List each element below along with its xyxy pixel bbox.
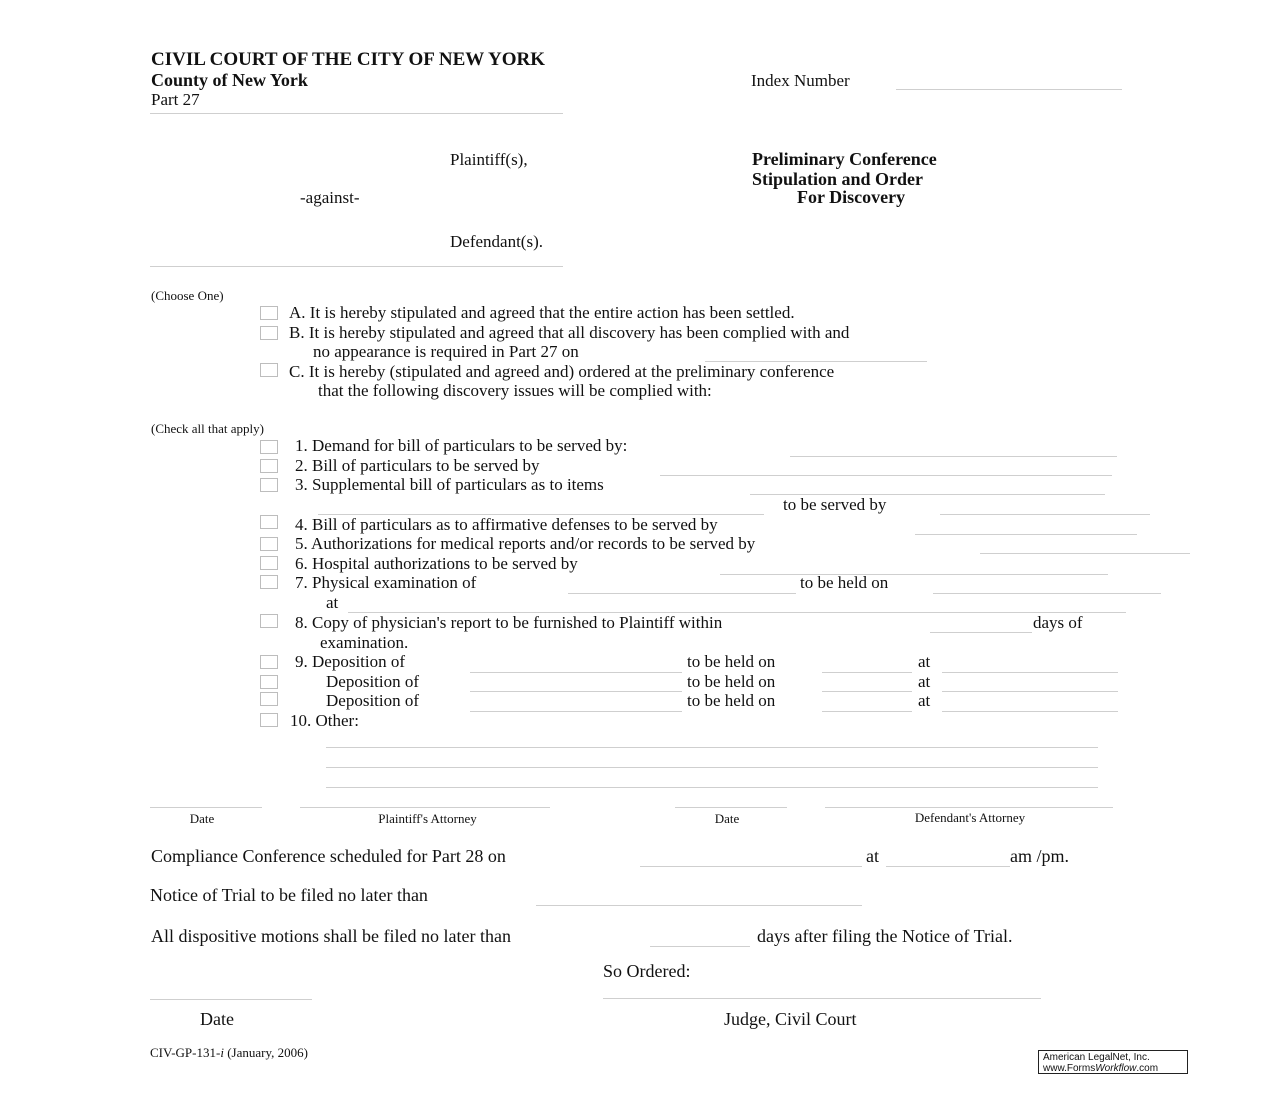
other-field-line-1[interactable] xyxy=(326,747,1098,748)
compliance-text: Compliance Conference scheduled for Part 28 on xyxy=(151,846,506,866)
item-7-at-label: at xyxy=(326,593,339,612)
item-4-text: 4. Bill of particulars as to affirmative defenses to be served by xyxy=(295,515,718,534)
item-3-served-label: to be served by xyxy=(783,495,887,514)
doc-title-line3: For Discovery xyxy=(797,187,906,207)
deposition-1-party-field[interactable] xyxy=(470,672,682,673)
item-8-text: 8. Copy of physician's report to be furnished to Plaintiff within xyxy=(295,613,723,632)
form-id xyxy=(150,1045,308,1061)
item-3-checkbox[interactable] xyxy=(260,478,278,492)
item-7-checkbox[interactable] xyxy=(260,575,278,589)
deposition-2-time-field[interactable] xyxy=(942,691,1118,692)
court-name: CIVIL COURT OF THE CITY OF NEW YORK xyxy=(151,49,545,70)
item-7-held-label: to be held on xyxy=(800,573,889,592)
deposition-3-held-label: to be held on xyxy=(687,691,776,710)
logo-line-2a: www.Forms xyxy=(1043,1063,1096,1074)
deposition-1-time-field[interactable] xyxy=(942,672,1118,673)
logo-line-2b: Workflow xyxy=(1095,1063,1137,1074)
choose-one-label: (Choose One) xyxy=(151,288,224,303)
motions-tail-text: days after filing the Notice of Trial. xyxy=(757,926,1013,946)
order-date-label: Date xyxy=(200,1009,234,1029)
caption-divider xyxy=(150,266,563,267)
item-4-field[interactable] xyxy=(915,534,1137,535)
check-all-label: (Check all that apply) xyxy=(151,421,264,436)
item-1-text: 1. Demand for bill of particulars to be served by: xyxy=(295,436,628,455)
compliance-date-field[interactable] xyxy=(640,866,862,867)
against-label: -against- xyxy=(300,188,360,207)
deposition-1-held-label: to be held on xyxy=(687,652,776,671)
americanlegalnet-logo xyxy=(1038,1050,1188,1074)
deposition-2-held-label: to be held on xyxy=(687,672,776,691)
compliance-time-field[interactable] xyxy=(886,866,1010,867)
deposition-3-at-label: at xyxy=(918,691,931,710)
item-2-field[interactable] xyxy=(660,475,1112,476)
form-id-date: (January, 2006) xyxy=(227,1045,308,1060)
item-8-checkbox[interactable] xyxy=(260,614,278,628)
item-5-field[interactable] xyxy=(980,553,1190,554)
form-id-code: CIV-GP-131- xyxy=(150,1045,221,1060)
part-number: Part 27 xyxy=(151,90,200,109)
item-1-field[interactable] xyxy=(790,456,1117,457)
doc-title-line2: Stipulation and Order xyxy=(752,169,924,189)
deposition-3-time-field[interactable] xyxy=(942,711,1118,712)
item-10-checkbox[interactable] xyxy=(260,713,278,727)
notice-of-trial-field[interactable] xyxy=(536,905,862,906)
item-3-text: 3. Supplemental bill of particulars as to items xyxy=(295,475,604,494)
item-2-text: 2. Bill of particulars to be served by xyxy=(295,456,540,475)
deposition-3-text: Deposition of xyxy=(326,691,420,710)
deposition-3-date-field[interactable] xyxy=(822,711,912,712)
doc-title-line1: Preliminary Conference xyxy=(752,149,937,169)
other-field-line-2[interactable] xyxy=(326,767,1098,768)
notice-of-trial-text: Notice of Trial to be filed no later than xyxy=(150,885,428,905)
deposition-2-checkbox[interactable] xyxy=(260,675,278,689)
item-6-field[interactable] xyxy=(720,574,1108,575)
form-id-suffix: i xyxy=(220,1045,224,1060)
item-6-text: 6. Hospital authorizations to be served by xyxy=(295,554,578,573)
deposition-1-date-field[interactable] xyxy=(822,672,912,673)
judge-label: Judge, Civil Court xyxy=(724,1009,857,1029)
option-c-text-1: C. It is hereby (stipulated and agreed and) ordered at the preliminary conference xyxy=(289,362,835,381)
option-a-text: A. It is hereby stipulated and agreed that the entire action has been settled. xyxy=(289,303,795,322)
plaintiff-attorney-label: Plaintiff's Attorney xyxy=(378,811,477,826)
item-10-text: 10. Other: xyxy=(290,711,359,730)
option-a-checkbox[interactable] xyxy=(260,306,278,320)
item-7-party-field[interactable] xyxy=(568,593,796,594)
option-c-checkbox[interactable] xyxy=(260,363,278,377)
item-2-checkbox[interactable] xyxy=(260,459,278,473)
item-6-checkbox[interactable] xyxy=(260,556,278,570)
item-9-text: 9. Deposition of xyxy=(295,652,406,671)
option-b-text-1: B. It is hereby stipulated and agreed that all discovery has been complied with and xyxy=(289,323,850,342)
deposition-2-at-label: at xyxy=(918,672,931,691)
order-date-field[interactable] xyxy=(150,999,312,1000)
deposition-2-party-field[interactable] xyxy=(470,691,682,692)
defendant-attorney-label: Defendant's Attorney xyxy=(914,810,1026,825)
motions-text: All dispositive motions shall be filed no later than xyxy=(151,926,511,946)
judge-signature-field[interactable] xyxy=(603,998,1041,999)
logo-line-1: American LegalNet, Inc. xyxy=(1043,1052,1150,1063)
item-5-text: 5. Authorizations for medical reports and/or records to be served by xyxy=(295,534,756,553)
option-b-text-2: no appearance is required in Part 27 on xyxy=(313,342,579,361)
item-7-date-field[interactable] xyxy=(933,593,1161,594)
so-ordered-label: So Ordered: xyxy=(603,961,691,981)
logo-line-2c: .com xyxy=(1136,1063,1159,1074)
item-8-examination: examination. xyxy=(320,633,409,652)
index-number-field[interactable] xyxy=(896,89,1122,90)
item-8-days-label: days of xyxy=(1033,613,1083,632)
item-5-checkbox[interactable] xyxy=(260,537,278,551)
defendant-attorney-field[interactable] xyxy=(825,807,1113,808)
plaintiff-date-field[interactable] xyxy=(150,807,262,808)
item-3-date-field[interactable] xyxy=(940,514,1150,515)
item-8-days-field[interactable] xyxy=(930,632,1032,633)
defendant-date-label: Date xyxy=(714,811,740,826)
compliance-at-label: at xyxy=(866,846,879,866)
deposition-3-checkbox[interactable] xyxy=(260,692,278,706)
motions-days-field[interactable] xyxy=(650,946,750,947)
item-9-checkbox[interactable] xyxy=(260,655,278,669)
compliance-ampm: am /pm. xyxy=(1010,846,1069,866)
deposition-1-at-label: at xyxy=(918,652,931,671)
county-name: County of New York xyxy=(151,70,308,90)
item-4-checkbox[interactable] xyxy=(260,515,278,529)
plaintiff-attorney-field[interactable] xyxy=(300,807,550,808)
other-field-line-3[interactable] xyxy=(326,787,1098,788)
option-b-checkbox[interactable] xyxy=(260,326,278,340)
plaintiff-label: Plaintiff(s), xyxy=(450,150,528,169)
defendant-label: Defendant(s). xyxy=(450,232,543,251)
deposition-2-date-field[interactable] xyxy=(822,691,912,692)
item-7-text: 7. Physical examination of xyxy=(295,573,477,592)
defendant-date-field[interactable] xyxy=(675,807,787,808)
deposition-3-party-field[interactable] xyxy=(470,711,682,712)
header-divider xyxy=(150,113,563,114)
item-1-checkbox[interactable] xyxy=(260,440,278,454)
index-number-label: Index Number xyxy=(751,71,850,90)
plaintiff-date-label: Date xyxy=(189,811,215,826)
logo-line-2 xyxy=(1043,1063,1187,1074)
deposition-2-text: Deposition of xyxy=(326,672,420,691)
option-c-text-2: that the following discovery issues will be complied with: xyxy=(318,381,712,400)
